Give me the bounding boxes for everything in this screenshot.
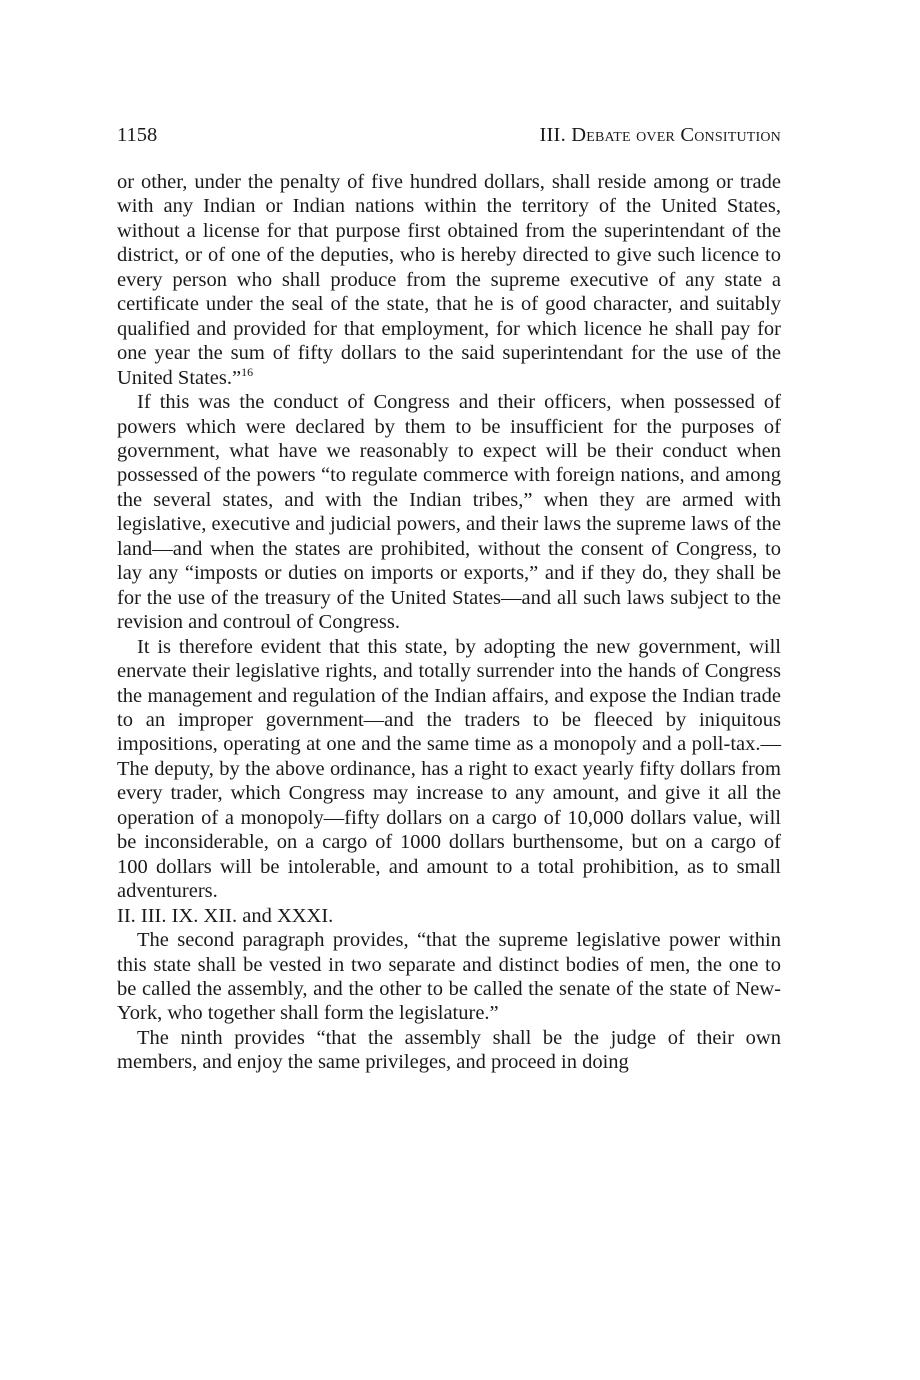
paragraph: If this was the conduct of Congress and their officers, when possessed of powers which were declared by them to be insufficient for the purposes of government, what have we reasonably to expect will be their conduct when possessed of the powers “to regulate commerce with foreign nations, and among the several states, and with the Indian tribes,” when they are armed with legislative, executive and judicial powers, and their laws the supreme laws of the land—and when the states are prohibited, without the consent of Congress, to lay any “imposts or duties on imports or exports,” and if they do, they shall be for the use of the treasury of the United States—and all such laws subject to the revision and controul of Congress. <box>117 391 781 634</box>
paragraph-continued <box>117 170 781 390</box>
paragraph: The ninth provides “that the assembly shall be the judge of their own members, and enjoy the same privileges, and proceed in doing <box>117 1026 781 1074</box>
paragraph: The second paragraph provides, “that the supreme legislative power within this state shall be vested in two separate and distinct bodies of men, the one to be called the assembly, and the other to be called the senate of the state of New-York, who together shall form the legislature.” <box>117 929 781 1025</box>
footnote-ref: 16 <box>241 364 254 379</box>
page <box>117 120 781 1075</box>
page-number: 1158 <box>117 124 158 146</box>
paragraph-text: or other, under the penalty of five hundred dollars, shall reside among or trade with any Indian or Indian nations within the territory of the United States, without a license for that purpose first obtained from the superintendant of the district, or of one of the deputies, who is hereby directed to give such licence to every person who shall produce from the supreme executive of any state a certificate under the seal of the state, that he is of good character, and suitably qualified and provided for that employment, for which licence he shall pay for one year the sum of fifty dollars to the said superintendant for the use of the United States.” <box>117 171 781 389</box>
body-text <box>117 170 781 1075</box>
section-heading: II. III. IX. XII. and XXXI. <box>117 904 334 927</box>
running-title: III. Debate over Consitution <box>539 124 781 146</box>
paragraph: It is therefore evident that this state, by adopting the new government, will enervate their legislative rights, and totally surrender into the hands of Congress the management and regulation of the Indian affairs, and expose the Indian trade to an improper government—and the traders to be fleeced by iniquitous impositions, operating at one and the same time as a monopoly and a poll-tax.—The deputy, by the above ordinance, has a right to exact yearly fifty dollars from every trader, which Congress may increase to any amount, and give it all the operation of a monopoly—fifty dollars on a cargo of 10,000 dollars value, will be inconsiderable, on a cargo of 1000 dollars burthensome, but on a cargo of 100 dollars will be intolerable, and amount to a total prohibition, as to small adventurers. <box>117 635 781 903</box>
running-head <box>117 120 781 150</box>
